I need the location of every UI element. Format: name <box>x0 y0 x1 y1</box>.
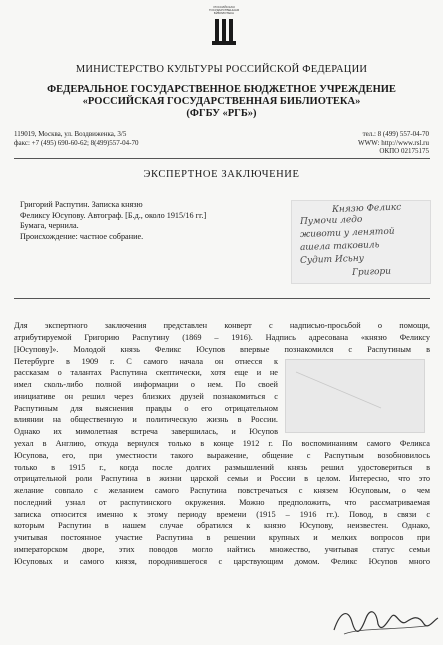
body-line: императорском дворе, этих поводов могло найтись множество, учитывая статус семьи <box>14 545 430 554</box>
body-line: учитывая постоянное участие Распутина в решении крупных и мелких вопросов при <box>14 533 430 542</box>
handwriting-line: Пумочи ледо <box>299 214 363 227</box>
body-line: отрицательной роли Распутина в жизни царской семьи и России в целом. Интересно, что это <box>14 474 430 483</box>
body-line: Петербурге в 1909 г. С самого начала он отнесся к <box>14 357 278 366</box>
contact-right <box>249 130 429 156</box>
body-line: Юсупова, его, при уместности такого выражение, общение с Распутным возобновилось <box>14 451 430 460</box>
body-line: инициативе он решил через близких друзей познакомиться с <box>14 392 278 401</box>
handwriting-line: Князю Феликс <box>331 202 402 215</box>
body-line: влиянии на общественную и политическую жизнь в России. <box>14 415 278 424</box>
body-line: Однако их мимолетная встреча завершилась, и Юсупов <box>14 427 278 436</box>
item-provenance: Происхождение: частное собрание. <box>20 231 144 241</box>
body-line: которым Распутин в нашем случае обратился к князю Юсупову, неизвестен. Однако, <box>14 521 430 530</box>
body-line: Распутиным для выяснения правды о его отрицательном <box>14 404 278 413</box>
body-line: рассказам о талантах Распутина скептически, хотя еще и не <box>14 368 278 377</box>
address: 119019, Москва, ул. Воздвиженка, 3/5 <box>14 130 127 138</box>
logo-caption: РОССИЙСКАЯ ГОСУДАРСТВЕННАЯ БИБЛИОТЕКА <box>208 5 240 15</box>
header-divider <box>14 158 430 159</box>
envelope-image <box>285 359 425 433</box>
institution-line-3: (ФГБУ «РГБ») <box>186 108 257 119</box>
handwriting-line: ашела таковиль <box>299 240 380 253</box>
ministry-name: МИНИСТЕРСТВО КУЛЬТУРЫ РОССИЙСКОЙ ФЕДЕРАЦИИ <box>75 64 368 75</box>
body-line: [Юсупову]». Молодой князь Феликс Юсупов впервые познакомился с Распутиным в <box>14 345 430 354</box>
item-title-line-2: Феликсу Юсупову. Автограф. [Б.д., около 1915/16 гг.] <box>20 210 207 220</box>
body-line: последний узнал от распутинского окружения. Можно предположить, что рассматриваемая <box>14 498 430 507</box>
body-line: записка относится именно к этому периоду времени (1915 – 1916 гг.). Повод, в связи с <box>14 510 430 519</box>
body-line: Юсуповых и самого князя, породнившегося с царствующим домом. Феликс Юсупов много <box>14 557 430 566</box>
handwriting-line: животи у ленятой <box>299 226 395 240</box>
institution-line-2: «РОССИЙСКАЯ ГОСУДАРСТВЕННАЯ БИБЛИОТЕКА» <box>82 96 361 107</box>
handwriting-line: Григори <box>351 266 392 278</box>
institution-line-1: ФЕДЕРАЛЬНОЕ ГОСУДАРСТВЕННОЕ БЮДЖЕТНОЕ УЧРЕЖДЕНИЕ <box>47 84 396 95</box>
body-line: уехал в Англию, откуда вернулся только в конце 1912 г. По воспоминаниям самого Феликса <box>14 439 430 448</box>
fax: факс: +7 (495) 690-60-62; 8(499)557-04-70 <box>14 138 139 147</box>
expert-signature <box>330 600 440 640</box>
contact-left <box>14 130 224 147</box>
handwriting-line: Судит Исьну <box>299 253 365 266</box>
body-line: Для экспертного заключения представлен конверт с надписью-просьбой о помощи, <box>14 321 430 330</box>
body-line: только в 1915 г., когда после долгих размышлений князь решил удостовериться в <box>14 463 430 472</box>
okpo: ОКПО 02175175 <box>379 147 429 155</box>
item-description <box>20 200 275 242</box>
handwritten-note-image <box>291 200 431 284</box>
item-material: Бумага, чернила. <box>20 221 79 230</box>
body-line: атрибутируемой Григорию Распутину (1869 – 1916). Надпись адресована «князю Феликсу <box>14 333 430 342</box>
item-title-line-1: Григорий Распутин. Записка князю <box>20 200 143 209</box>
website: WWW: http://www.rsl.ru <box>357 138 429 147</box>
body-line: имел сколь-либо полной информации о нем. По своей <box>14 380 278 389</box>
telephone: тел.: 8 (499) 557-04-70 <box>362 130 429 138</box>
document-title: ЭКСПЕРТНОЕ ЗАКЛЮЧЕНИЕ <box>143 169 300 180</box>
body-line: желание совпало с желанием самого Распутина повстречаться с князем Юсуповым, о чем <box>14 486 430 495</box>
section-divider <box>14 298 430 299</box>
